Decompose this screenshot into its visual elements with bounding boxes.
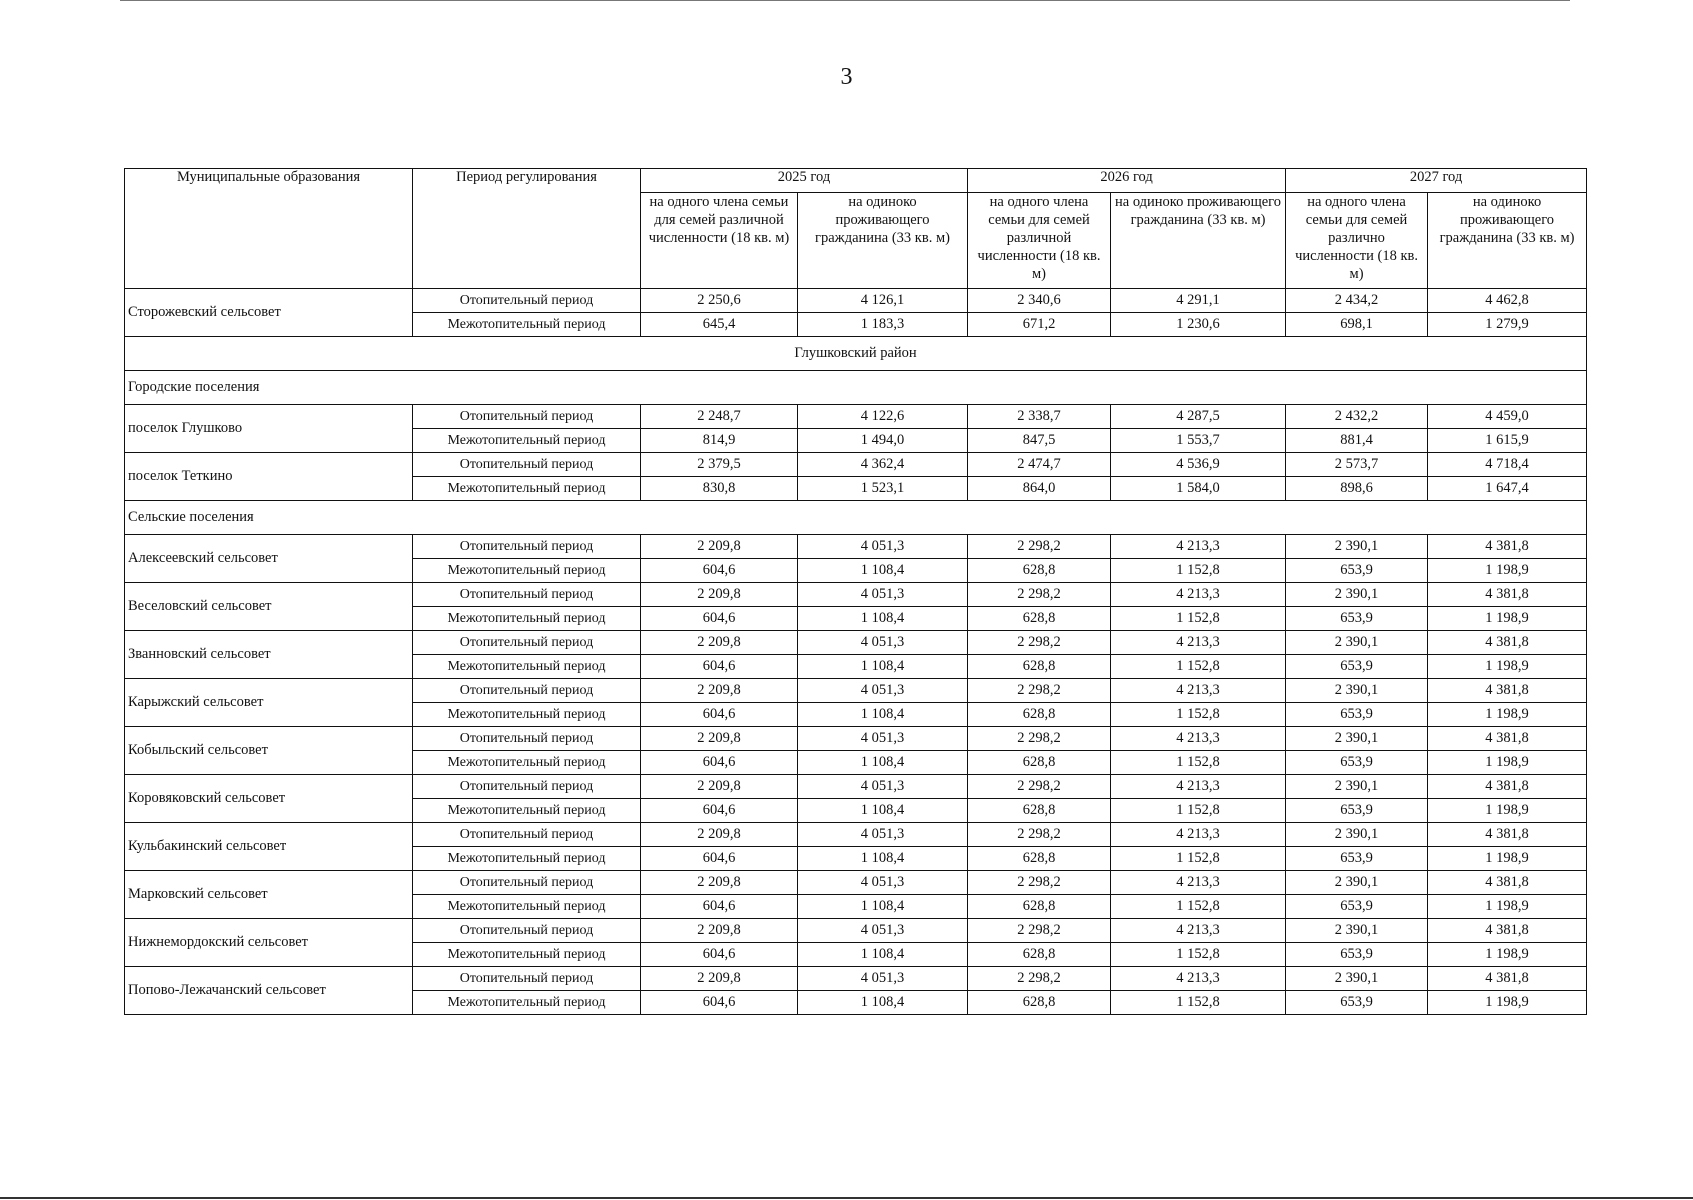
table-row bbox=[125, 775, 1587, 799]
value-cell: 645,4 bbox=[641, 313, 798, 337]
value-cell: 4 051,3 bbox=[798, 823, 968, 847]
value-cell: 1 198,9 bbox=[1428, 751, 1587, 775]
value-cell: 1 152,8 bbox=[1111, 991, 1286, 1015]
value-cell: 2 390,1 bbox=[1286, 583, 1428, 607]
municipality-name: Карыжский сельсовет bbox=[125, 679, 413, 727]
value-cell: 4 536,9 bbox=[1111, 453, 1286, 477]
value-cell: 4 381,8 bbox=[1428, 871, 1587, 895]
value-cell: 4 213,3 bbox=[1111, 919, 1286, 943]
value-cell: 604,6 bbox=[641, 799, 798, 823]
value-cell: 1 553,7 bbox=[1111, 429, 1286, 453]
value-cell: 1 108,4 bbox=[798, 559, 968, 583]
value-cell: 4 051,3 bbox=[798, 871, 968, 895]
municipality-name: поселок Теткино bbox=[125, 453, 413, 501]
group-title: Городские поселения bbox=[125, 371, 1587, 405]
value-cell: 2 434,2 bbox=[1286, 289, 1428, 313]
value-cell: 1 152,8 bbox=[1111, 799, 1286, 823]
municipality-name: Кульбакинский сельсовет bbox=[125, 823, 413, 871]
value-cell: 1 152,8 bbox=[1111, 559, 1286, 583]
value-cell: 2 209,8 bbox=[641, 631, 798, 655]
period-label: Межотопительный период bbox=[413, 655, 641, 679]
value-cell: 881,4 bbox=[1286, 429, 1428, 453]
value-cell: 4 381,8 bbox=[1428, 967, 1587, 991]
value-cell: 1 198,9 bbox=[1428, 943, 1587, 967]
value-cell: 4 287,5 bbox=[1111, 405, 1286, 429]
value-cell: 653,9 bbox=[1286, 943, 1428, 967]
value-cell: 628,8 bbox=[968, 847, 1111, 871]
value-cell: 1 108,4 bbox=[798, 799, 968, 823]
table-row bbox=[125, 289, 1587, 313]
period-label: Межотопительный период bbox=[413, 477, 641, 501]
header-sub-single-2025: на одиноко проживающего гражданина (33 кв. м) bbox=[798, 193, 968, 289]
value-cell: 653,9 bbox=[1286, 655, 1428, 679]
header-year-2027: 2027 год bbox=[1286, 169, 1587, 193]
value-cell: 4 718,4 bbox=[1428, 453, 1587, 477]
period-label: Межотопительный период bbox=[413, 943, 641, 967]
value-cell: 4 381,8 bbox=[1428, 535, 1587, 559]
value-cell: 4 213,3 bbox=[1111, 871, 1286, 895]
value-cell: 1 198,9 bbox=[1428, 799, 1587, 823]
value-cell: 2 390,1 bbox=[1286, 679, 1428, 703]
value-cell: 4 381,8 bbox=[1428, 823, 1587, 847]
municipality-name: Нижнемордокский сельсовет bbox=[125, 919, 413, 967]
tariff-table bbox=[124, 168, 1587, 1015]
value-cell: 2 250,6 bbox=[641, 289, 798, 313]
value-cell: 2 298,2 bbox=[968, 775, 1111, 799]
value-cell: 4 122,6 bbox=[798, 405, 968, 429]
period-label: Отопительный период bbox=[413, 405, 641, 429]
value-cell: 653,9 bbox=[1286, 847, 1428, 871]
value-cell: 628,8 bbox=[968, 991, 1111, 1015]
table-row bbox=[125, 679, 1587, 703]
value-cell: 4 126,1 bbox=[798, 289, 968, 313]
period-label: Межотопительный период bbox=[413, 991, 641, 1015]
value-cell: 4 051,3 bbox=[798, 967, 968, 991]
value-cell: 1 152,8 bbox=[1111, 703, 1286, 727]
value-cell: 653,9 bbox=[1286, 607, 1428, 631]
value-cell: 4 051,3 bbox=[798, 775, 968, 799]
value-cell: 4 213,3 bbox=[1111, 679, 1286, 703]
table-row bbox=[125, 871, 1587, 895]
value-cell: 4 213,3 bbox=[1111, 967, 1286, 991]
header-sub-single-2026: на одиноко проживающего гражданина (33 кв. м) bbox=[1111, 193, 1286, 289]
value-cell: 653,9 bbox=[1286, 895, 1428, 919]
value-cell: 1 198,9 bbox=[1428, 655, 1587, 679]
value-cell: 1 108,4 bbox=[798, 847, 968, 871]
municipality-name: Званновский сельсовет bbox=[125, 631, 413, 679]
value-cell: 2 432,2 bbox=[1286, 405, 1428, 429]
table-row bbox=[125, 405, 1587, 429]
group-row bbox=[125, 371, 1587, 405]
table-row bbox=[125, 967, 1587, 991]
value-cell: 2 390,1 bbox=[1286, 871, 1428, 895]
value-cell: 4 381,8 bbox=[1428, 679, 1587, 703]
value-cell: 2 390,1 bbox=[1286, 727, 1428, 751]
value-cell: 1 584,0 bbox=[1111, 477, 1286, 501]
value-cell: 2 209,8 bbox=[641, 679, 798, 703]
value-cell: 653,9 bbox=[1286, 703, 1428, 727]
header-sub-per-member-2026: на одного члена семьи для семей различной численности (18 кв. м) bbox=[968, 193, 1111, 289]
value-cell: 2 298,2 bbox=[968, 727, 1111, 751]
value-cell: 1 108,4 bbox=[798, 703, 968, 727]
value-cell: 2 474,7 bbox=[968, 453, 1111, 477]
value-cell: 1 647,4 bbox=[1428, 477, 1587, 501]
value-cell: 698,1 bbox=[1286, 313, 1428, 337]
municipality-name: Сторожевский сельсовет bbox=[125, 289, 413, 337]
value-cell: 2 390,1 bbox=[1286, 919, 1428, 943]
value-cell: 2 298,2 bbox=[968, 967, 1111, 991]
value-cell: 1 152,8 bbox=[1111, 655, 1286, 679]
header-sub-per-member-2027: на одного члена семьи для семей различно численности (18 кв. м) bbox=[1286, 193, 1428, 289]
district-title: Глушковский район bbox=[125, 337, 1587, 371]
header-municipality: Муниципальные образования bbox=[125, 169, 413, 289]
period-label: Межотопительный период bbox=[413, 751, 641, 775]
value-cell: 4 362,4 bbox=[798, 453, 968, 477]
value-cell: 2 390,1 bbox=[1286, 631, 1428, 655]
value-cell: 4 381,8 bbox=[1428, 727, 1587, 751]
value-cell: 4 381,8 bbox=[1428, 583, 1587, 607]
table-row bbox=[125, 583, 1587, 607]
value-cell: 1 108,4 bbox=[798, 991, 968, 1015]
value-cell: 2 209,8 bbox=[641, 535, 798, 559]
group-row bbox=[125, 501, 1587, 535]
period-label: Межотопительный период bbox=[413, 895, 641, 919]
value-cell: 2 209,8 bbox=[641, 919, 798, 943]
header-sub-per-member-2025: на одного члена семьи для семей различной численности (18 кв. м) bbox=[641, 193, 798, 289]
value-cell: 1 152,8 bbox=[1111, 751, 1286, 775]
municipality-name: Марковский сельсовет bbox=[125, 871, 413, 919]
value-cell: 671,2 bbox=[968, 313, 1111, 337]
value-cell: 1 279,9 bbox=[1428, 313, 1587, 337]
value-cell: 4 213,3 bbox=[1111, 775, 1286, 799]
value-cell: 1 152,8 bbox=[1111, 847, 1286, 871]
municipality-name: Кобыльский сельсовет bbox=[125, 727, 413, 775]
value-cell: 2 209,8 bbox=[641, 823, 798, 847]
period-label: Межотопительный период bbox=[413, 703, 641, 727]
value-cell: 1 108,4 bbox=[798, 751, 968, 775]
value-cell: 2 209,8 bbox=[641, 967, 798, 991]
table-header bbox=[125, 169, 1587, 289]
value-cell: 1 198,9 bbox=[1428, 991, 1587, 1015]
value-cell: 2 298,2 bbox=[968, 535, 1111, 559]
value-cell: 604,6 bbox=[641, 847, 798, 871]
period-label: Межотопительный период bbox=[413, 429, 641, 453]
value-cell: 628,8 bbox=[968, 655, 1111, 679]
value-cell: 898,6 bbox=[1286, 477, 1428, 501]
value-cell: 2 298,2 bbox=[968, 679, 1111, 703]
top-rule bbox=[120, 0, 1570, 1]
header-sub-single-2027: на одиноко проживающего гражданина (33 кв. м) bbox=[1428, 193, 1587, 289]
period-label: Отопительный период bbox=[413, 727, 641, 751]
value-cell: 1 108,4 bbox=[798, 655, 968, 679]
value-cell: 628,8 bbox=[968, 799, 1111, 823]
header-period: Период регулирования bbox=[413, 169, 641, 289]
value-cell: 4 381,8 bbox=[1428, 919, 1587, 943]
value-cell: 1 198,9 bbox=[1428, 847, 1587, 871]
value-cell: 2 390,1 bbox=[1286, 967, 1428, 991]
value-cell: 864,0 bbox=[968, 477, 1111, 501]
table-row bbox=[125, 823, 1587, 847]
table-row bbox=[125, 727, 1587, 751]
table-body bbox=[125, 289, 1587, 1015]
value-cell: 2 390,1 bbox=[1286, 535, 1428, 559]
period-label: Отопительный период bbox=[413, 289, 641, 313]
value-cell: 4 051,3 bbox=[798, 535, 968, 559]
value-cell: 2 390,1 bbox=[1286, 823, 1428, 847]
value-cell: 628,8 bbox=[968, 751, 1111, 775]
group-title: Сельские поселения bbox=[125, 501, 1587, 535]
period-label: Отопительный период bbox=[413, 583, 641, 607]
value-cell: 653,9 bbox=[1286, 559, 1428, 583]
value-cell: 1 152,8 bbox=[1111, 943, 1286, 967]
value-cell: 2 248,7 bbox=[641, 405, 798, 429]
value-cell: 604,6 bbox=[641, 943, 798, 967]
value-cell: 1 108,4 bbox=[798, 607, 968, 631]
period-label: Отопительный период bbox=[413, 871, 641, 895]
value-cell: 4 051,3 bbox=[798, 919, 968, 943]
value-cell: 1 198,9 bbox=[1428, 703, 1587, 727]
table-row bbox=[125, 919, 1587, 943]
period-label: Отопительный период bbox=[413, 631, 641, 655]
district-row bbox=[125, 337, 1587, 371]
value-cell: 2 379,5 bbox=[641, 453, 798, 477]
municipality-name: Алексеевский сельсовет bbox=[125, 535, 413, 583]
value-cell: 1 494,0 bbox=[798, 429, 968, 453]
value-cell: 1 183,3 bbox=[798, 313, 968, 337]
value-cell: 4 462,8 bbox=[1428, 289, 1587, 313]
header-year-2026: 2026 год bbox=[968, 169, 1286, 193]
value-cell: 604,6 bbox=[641, 703, 798, 727]
value-cell: 1 152,8 bbox=[1111, 895, 1286, 919]
value-cell: 1 615,9 bbox=[1428, 429, 1587, 453]
municipality-name: Веселовский сельсовет bbox=[125, 583, 413, 631]
value-cell: 604,6 bbox=[641, 655, 798, 679]
value-cell: 4 213,3 bbox=[1111, 631, 1286, 655]
value-cell: 604,6 bbox=[641, 895, 798, 919]
value-cell: 1 230,6 bbox=[1111, 313, 1286, 337]
value-cell: 653,9 bbox=[1286, 751, 1428, 775]
period-label: Отопительный период bbox=[413, 823, 641, 847]
value-cell: 2 340,6 bbox=[968, 289, 1111, 313]
value-cell: 1 198,9 bbox=[1428, 559, 1587, 583]
value-cell: 4 213,3 bbox=[1111, 823, 1286, 847]
period-label: Отопительный период bbox=[413, 453, 641, 477]
period-label: Межотопительный период bbox=[413, 559, 641, 583]
value-cell: 4 291,1 bbox=[1111, 289, 1286, 313]
value-cell: 2 298,2 bbox=[968, 823, 1111, 847]
value-cell: 2 209,8 bbox=[641, 871, 798, 895]
period-label: Отопительный период bbox=[413, 535, 641, 559]
value-cell: 4 213,3 bbox=[1111, 727, 1286, 751]
value-cell: 847,5 bbox=[968, 429, 1111, 453]
value-cell: 604,6 bbox=[641, 751, 798, 775]
period-label: Межотопительный период bbox=[413, 847, 641, 871]
value-cell: 1 108,4 bbox=[798, 895, 968, 919]
value-cell: 2 298,2 bbox=[968, 631, 1111, 655]
header-year-2025: 2025 год bbox=[641, 169, 968, 193]
value-cell: 1 523,1 bbox=[798, 477, 968, 501]
value-cell: 604,6 bbox=[641, 559, 798, 583]
value-cell: 4 051,3 bbox=[798, 631, 968, 655]
value-cell: 4 381,8 bbox=[1428, 775, 1587, 799]
municipality-name: Попово-Лежачанский сельсовет bbox=[125, 967, 413, 1015]
value-cell: 2 209,8 bbox=[641, 775, 798, 799]
value-cell: 830,8 bbox=[641, 477, 798, 501]
table-row bbox=[125, 453, 1587, 477]
value-cell: 1 198,9 bbox=[1428, 607, 1587, 631]
bottom-rule bbox=[0, 1197, 1693, 1199]
value-cell: 4 051,3 bbox=[798, 727, 968, 751]
value-cell: 653,9 bbox=[1286, 991, 1428, 1015]
value-cell: 4 459,0 bbox=[1428, 405, 1587, 429]
value-cell: 2 209,8 bbox=[641, 727, 798, 751]
value-cell: 1 152,8 bbox=[1111, 607, 1286, 631]
municipality-name: Коровяковский сельсовет bbox=[125, 775, 413, 823]
period-label: Межотопительный период bbox=[413, 799, 641, 823]
value-cell: 2 390,1 bbox=[1286, 775, 1428, 799]
value-cell: 2 338,7 bbox=[968, 405, 1111, 429]
period-label: Отопительный период bbox=[413, 967, 641, 991]
table-row bbox=[125, 631, 1587, 655]
value-cell: 653,9 bbox=[1286, 799, 1428, 823]
period-label: Межотопительный период bbox=[413, 313, 641, 337]
value-cell: 4 213,3 bbox=[1111, 535, 1286, 559]
value-cell: 1 108,4 bbox=[798, 943, 968, 967]
period-label: Отопительный период bbox=[413, 679, 641, 703]
value-cell: 2 209,8 bbox=[641, 583, 798, 607]
value-cell: 604,6 bbox=[641, 607, 798, 631]
period-label: Межотопительный период bbox=[413, 607, 641, 631]
period-label: Отопительный период bbox=[413, 775, 641, 799]
value-cell: 2 298,2 bbox=[968, 871, 1111, 895]
value-cell: 4 381,8 bbox=[1428, 631, 1587, 655]
value-cell: 814,9 bbox=[641, 429, 798, 453]
value-cell: 628,8 bbox=[968, 607, 1111, 631]
municipality-name: поселок Глушково bbox=[125, 405, 413, 453]
value-cell: 628,8 bbox=[968, 559, 1111, 583]
value-cell: 604,6 bbox=[641, 991, 798, 1015]
value-cell: 1 198,9 bbox=[1428, 895, 1587, 919]
value-cell: 4 051,3 bbox=[798, 679, 968, 703]
table-row bbox=[125, 535, 1587, 559]
value-cell: 628,8 bbox=[968, 895, 1111, 919]
page-number: 3 bbox=[840, 64, 853, 90]
value-cell: 2 573,7 bbox=[1286, 453, 1428, 477]
value-cell: 2 298,2 bbox=[968, 583, 1111, 607]
value-cell: 628,8 bbox=[968, 703, 1111, 727]
value-cell: 628,8 bbox=[968, 943, 1111, 967]
value-cell: 4 213,3 bbox=[1111, 583, 1286, 607]
period-label: Отопительный период bbox=[413, 919, 641, 943]
value-cell: 4 051,3 bbox=[798, 583, 968, 607]
value-cell: 2 298,2 bbox=[968, 919, 1111, 943]
